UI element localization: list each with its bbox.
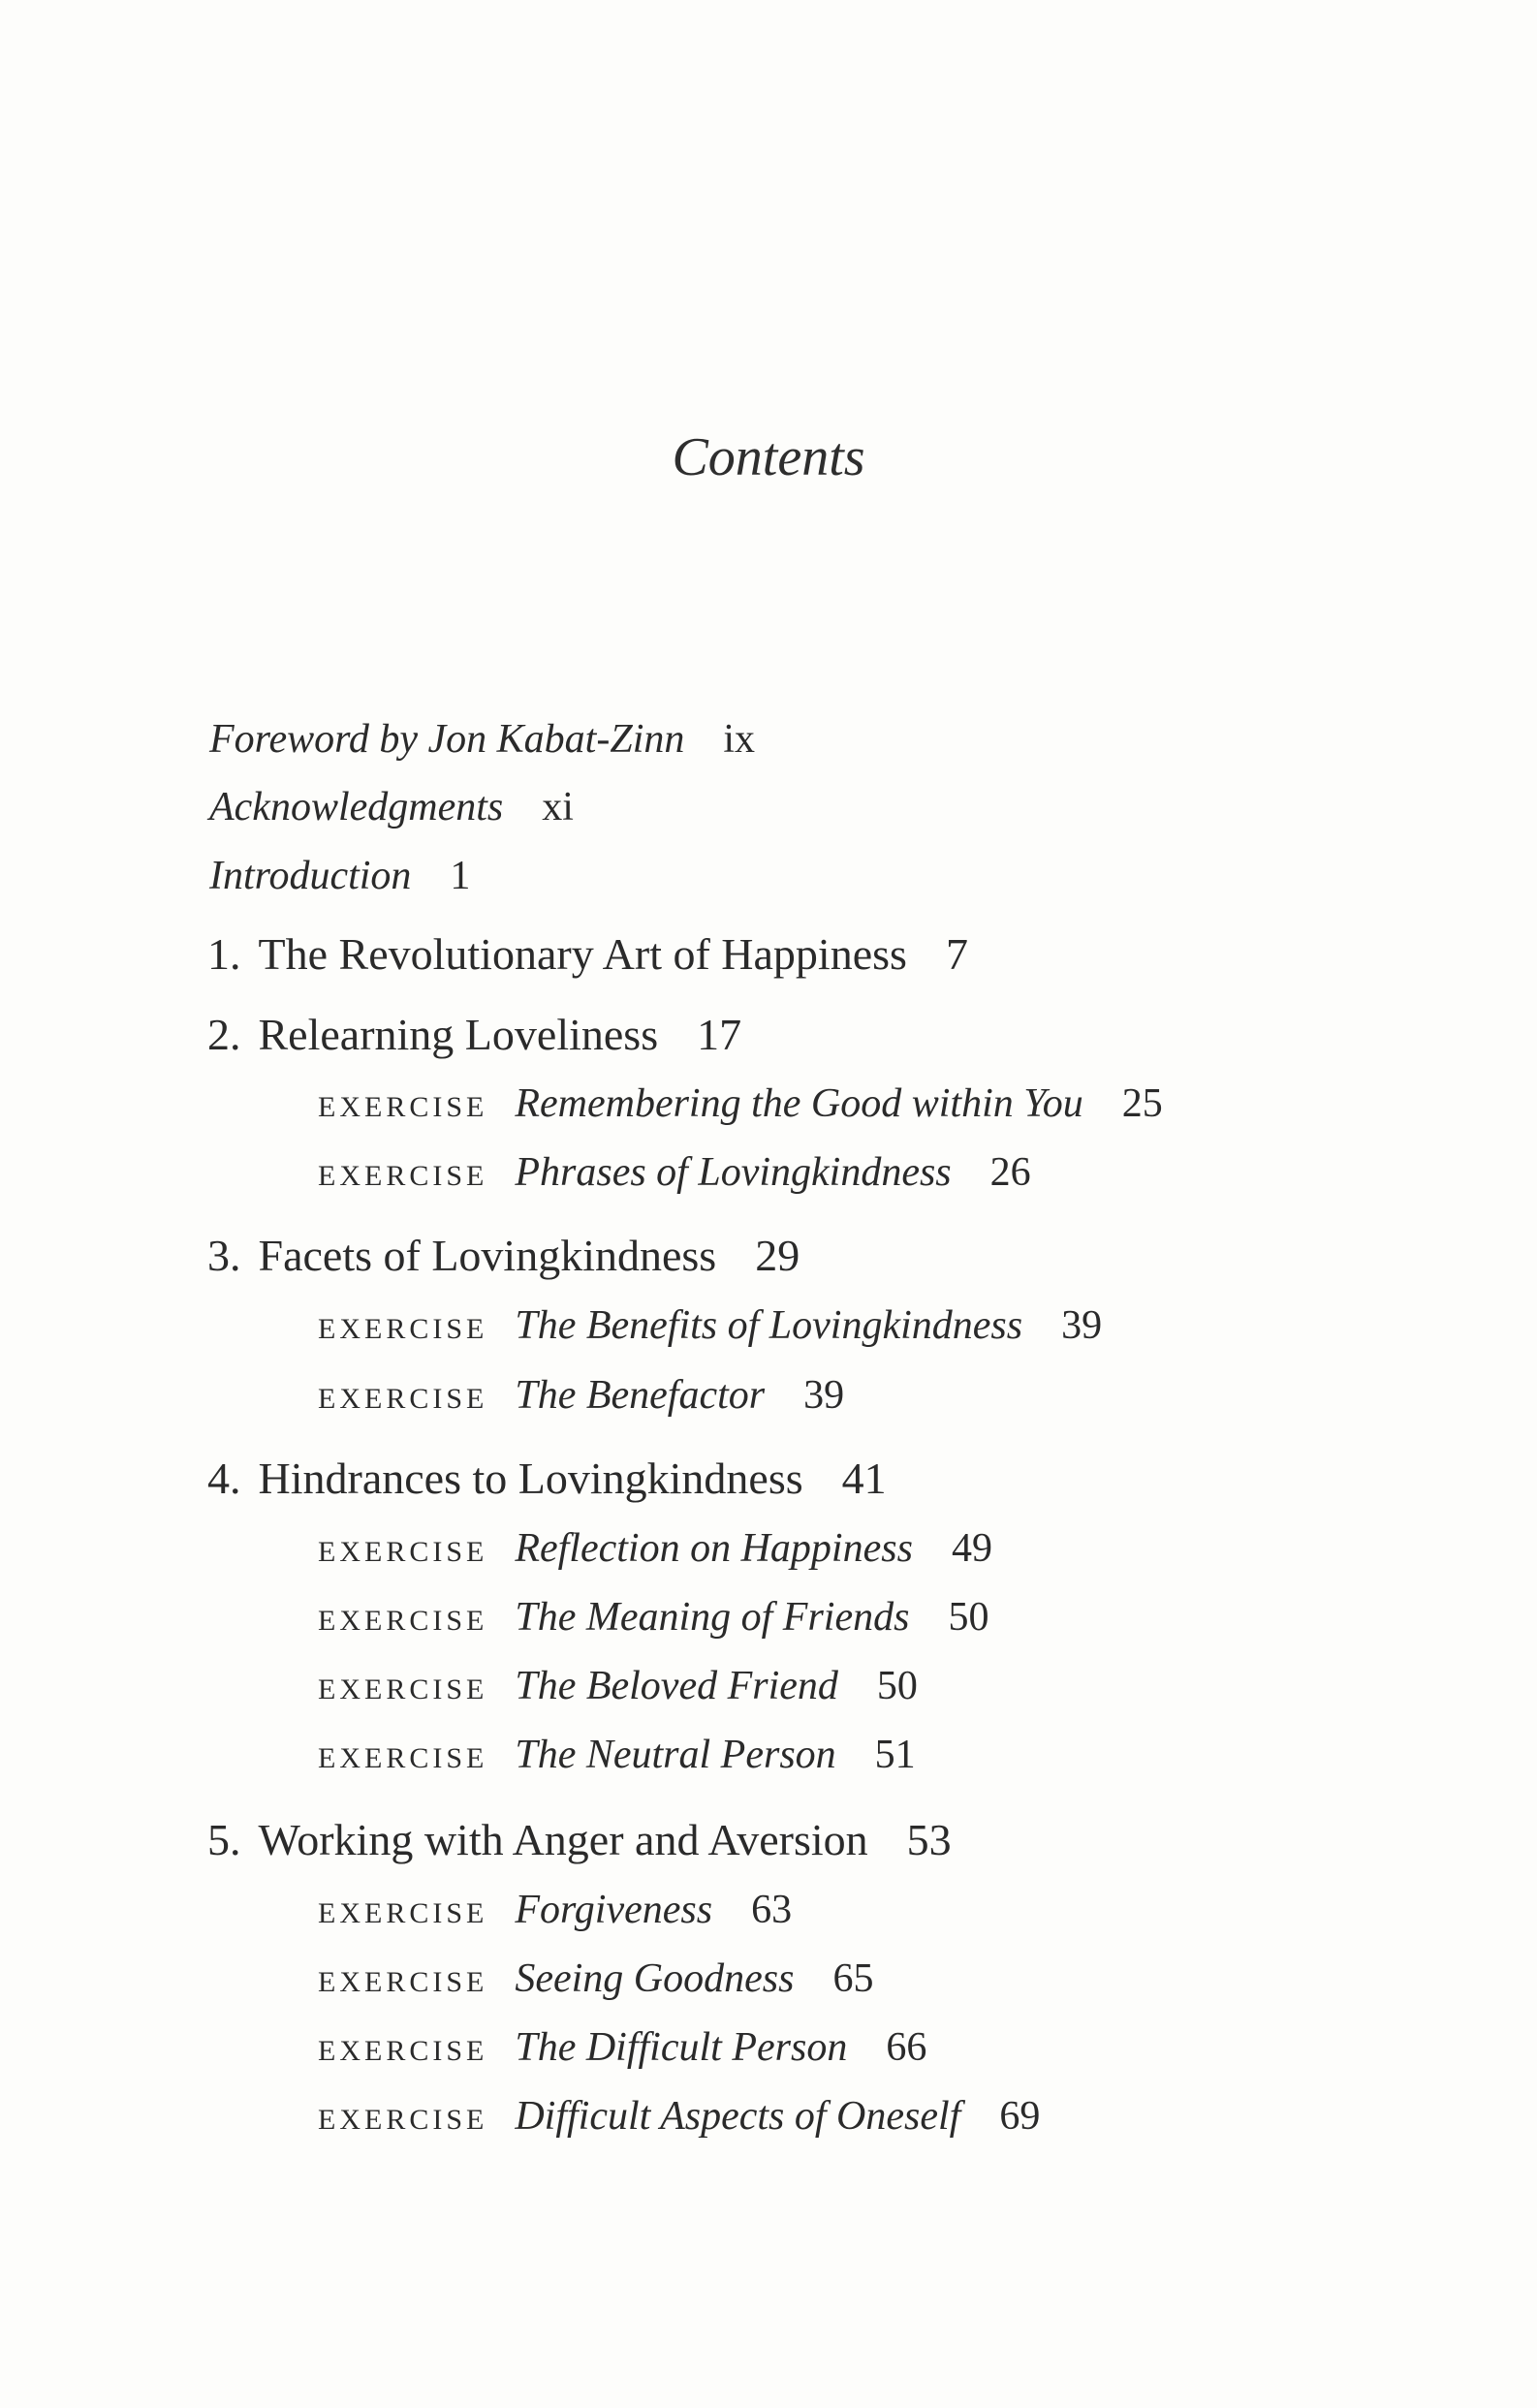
toc-exercise[interactable] [318, 1305, 1102, 1346]
toc-entry-page: xi [542, 785, 574, 829]
toc-exercise[interactable] [318, 2027, 926, 2068]
exercise-label: EXERCISE [318, 1313, 488, 1345]
chapter-number: 5. [207, 1815, 241, 1864]
exercise-title: Remembering the Good within You [515, 1081, 1083, 1126]
exercise-page: 65 [832, 1956, 874, 2001]
toc-chapter-5[interactable] [207, 1815, 952, 1864]
chapter-title: Working with Anger and Aversion [258, 1815, 868, 1864]
toc-entry-title: Acknowledgments [209, 785, 504, 829]
chapter-title: Facets of Lovingkindness [258, 1231, 717, 1280]
exercise-title: Seeing Goodness [515, 1956, 795, 2001]
toc-entry-title: Foreword by Jon Kabat-Zinn [209, 717, 685, 762]
exercise-title: The Benefits of Lovingkindness [515, 1303, 1023, 1348]
exercise-page: 50 [876, 1664, 918, 1708]
chapter-number: 1. [207, 929, 241, 979]
exercise-label: EXERCISE [318, 1742, 488, 1774]
toc-chapter-4[interactable] [207, 1456, 887, 1501]
exercise-page: 50 [948, 1595, 989, 1640]
exercise-title: The Beloved Friend [515, 1664, 838, 1708]
exercise-title: Difficult Aspects of Oneself [515, 2094, 961, 2139]
chapter-number: 4. [207, 1454, 241, 1503]
chapter-title: The Revolutionary Art of Happiness [258, 929, 907, 979]
toc-exercise[interactable] [318, 2096, 1040, 2137]
toc-exercise[interactable] [318, 1152, 1031, 1193]
exercise-page: 63 [751, 1888, 793, 1932]
exercise-page: 25 [1121, 1081, 1163, 1126]
toc-exercise[interactable] [318, 1735, 916, 1775]
exercise-title: Reflection on Happiness [515, 1526, 913, 1571]
toc-exercise[interactable] [318, 1528, 992, 1569]
toc-entry-title: Introduction [209, 854, 412, 898]
exercise-label: EXERCISE [318, 1605, 488, 1637]
exercise-title: Phrases of Lovingkindness [515, 1150, 952, 1195]
toc-entry-page: ix [723, 717, 756, 762]
exercise-page: 66 [886, 2025, 927, 2070]
chapter-number: 2. [207, 1010, 241, 1059]
chapter-number: 3. [207, 1231, 241, 1280]
exercise-label: EXERCISE [318, 1966, 488, 1998]
toc-entry-acknowledgments[interactable] [209, 787, 574, 828]
page-title: Contents [672, 427, 865, 487]
exercise-label: EXERCISE [318, 1536, 488, 1568]
exercise-page: 49 [951, 1526, 992, 1571]
exercise-label: EXERCISE [318, 1383, 488, 1415]
exercise-label: EXERCISE [318, 1160, 488, 1192]
toc-chapter-2[interactable] [207, 1010, 742, 1059]
exercise-label: EXERCISE [318, 1673, 488, 1705]
toc-entry-foreword[interactable] [209, 719, 755, 760]
exercise-label: EXERCISE [318, 1091, 488, 1123]
exercise-page: 51 [874, 1733, 916, 1777]
exercise-title: The Neutral Person [515, 1733, 836, 1777]
toc-exercise[interactable] [318, 1597, 988, 1638]
exercise-page: 39 [1061, 1303, 1103, 1348]
exercise-label: EXERCISE [318, 2104, 488, 2136]
chapter-page: 41 [841, 1454, 887, 1503]
exercise-title: The Meaning of Friends [515, 1595, 910, 1640]
exercise-page: 26 [989, 1150, 1031, 1195]
exercise-page: 69 [999, 2094, 1041, 2139]
chapter-page: 29 [755, 1231, 800, 1280]
toc-entry-introduction[interactable] [209, 856, 470, 896]
chapter-title: Hindrances to Lovingkindness [258, 1454, 803, 1503]
toc-exercise[interactable] [318, 1890, 792, 1930]
exercise-title: The Difficult Person [515, 2025, 848, 2070]
chapter-title: Relearning Loveliness [258, 1010, 659, 1059]
toc-exercise[interactable] [318, 1083, 1163, 1124]
exercise-page: 39 [803, 1373, 845, 1418]
exercise-label: EXERCISE [318, 1897, 488, 1929]
chapter-page: 7 [945, 929, 968, 979]
toc-exercise[interactable] [318, 1666, 918, 1706]
toc-chapter-3[interactable] [207, 1231, 800, 1280]
toc-chapter-1[interactable] [207, 929, 968, 979]
toc-exercise[interactable] [318, 1375, 844, 1416]
toc-exercise[interactable] [318, 1958, 873, 1999]
exercise-title: The Benefactor [515, 1373, 766, 1418]
toc-entry-page: 1 [450, 854, 471, 898]
chapter-page: 17 [697, 1010, 742, 1059]
chapter-page: 53 [906, 1815, 952, 1864]
exercise-label: EXERCISE [318, 2035, 488, 2067]
exercise-title: Forgiveness [515, 1888, 713, 1932]
